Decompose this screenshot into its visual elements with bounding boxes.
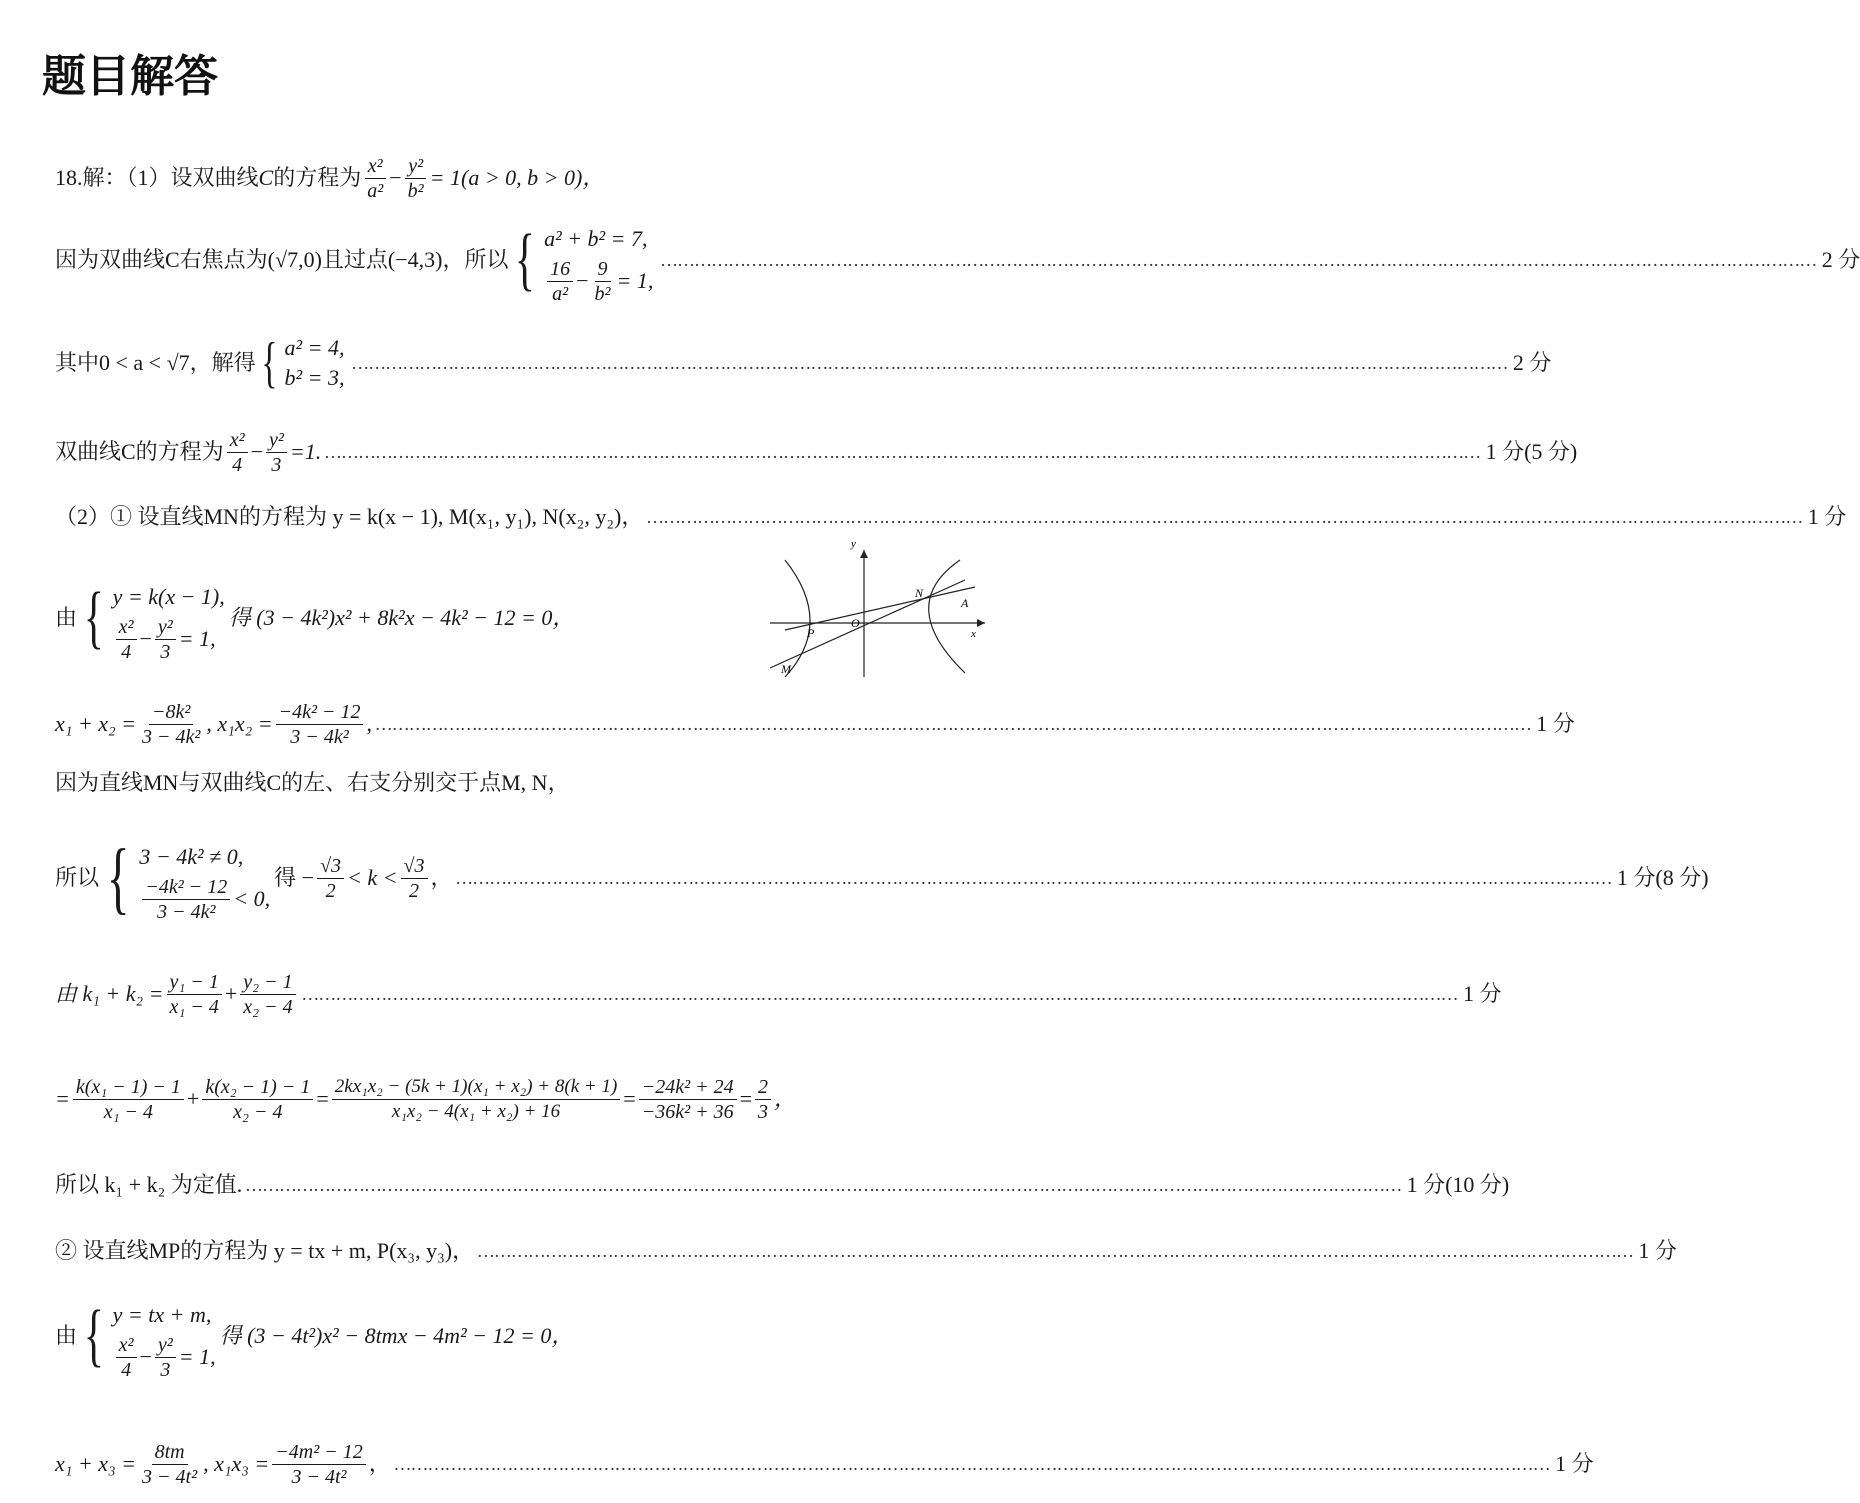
solution-line-3	[55, 330, 1552, 396]
dot-leader	[353, 348, 1509, 378]
score-label: 2 分	[1512, 350, 1552, 375]
text: =	[55, 1086, 70, 1111]
text: x₁ + x₃ =	[55, 1451, 137, 1476]
label-x: x	[971, 628, 976, 640]
line-mn	[770, 580, 965, 668]
score-label: 1 分	[1536, 711, 1575, 736]
dot-leader	[661, 245, 1817, 275]
text: 得 (3 − 4k²)x² + 8k²x − 4k² − 12 = 0，	[228, 605, 575, 630]
text: 所以 k₁ + k₂ 为定值.	[55, 1172, 243, 1197]
text: 的方程为	[273, 165, 362, 190]
label-p: P	[807, 626, 815, 640]
text: 所以	[55, 865, 100, 890]
x-axis-arrow	[977, 619, 985, 627]
text: 因为双曲线C右焦点为(√7,0)且过点(−4,3)，所以	[55, 247, 509, 272]
hyperbola-diagram	[765, 538, 990, 680]
score-label: 1 分	[1462, 981, 1502, 1006]
score-label: 2 分	[1821, 247, 1860, 272]
fraction: $\frac{\text{x²}}{\text{a²}}$	[364, 154, 386, 203]
label-m: M	[781, 662, 791, 676]
dot-leader	[647, 502, 1803, 532]
dot-leader	[395, 1449, 1551, 1479]
score-label: 1 分(5 分)	[1485, 439, 1578, 464]
score-label: 1 分(10 分)	[1406, 1172, 1510, 1197]
text: C	[258, 165, 274, 190]
page-title: 题目解答	[42, 51, 218, 102]
hyperbola-right-branch	[929, 560, 965, 673]
dot-leader	[325, 437, 1481, 467]
text: 18.解：（1）设双曲线	[55, 165, 259, 190]
text: 由	[55, 1323, 78, 1348]
score-label: 1 分	[1807, 504, 1847, 529]
text: ② 设直线MP的方程为 y = tx + m, P(x₃, y₃)，	[55, 1238, 475, 1263]
text: 得 −	[274, 865, 315, 890]
solution-line-9: 所以 { 3 − 4k² ≠ 0, $\frac{\text{−4k² − 12}}{\text{3 − 4k²}}$ < 0, 得 − $\frac{√3}{2}$ < k < $\frac{√3}{2}$ ， …………………………………………………………………………………………………………………………………………………………………………………… 1 分(8 分)	[55, 828, 1040, 928]
dot-leader	[478, 1236, 1634, 1266]
solution-line-8	[55, 766, 1040, 800]
dot-leader	[376, 709, 1532, 739]
text: 得 (3 − 4t²)x² − 8tmx − 4m² − 12 = 0，	[219, 1323, 574, 1348]
text: 双曲线C的方程为	[55, 439, 224, 464]
text: , x₁x₂ =	[206, 711, 273, 736]
text: 由 k₁ + k₂ =	[55, 981, 164, 1006]
solution-line-11: = $\frac{\text{k(x₁ − 1) − 1}}{\text{x₁ − 4}}$ + $\frac{\text{k(x₂ − 1) − 1}}{\text{x₂ − 4}}$ = $\frac{\text{2kx₁x₂ − (5k + 1)(x₁ + x₂) + 8(k + 1)}}{\text{x₁x₂ − 4(x₁ + x₂) + 16}}$ = $\frac{\text{−24k² + 24}}{\text{−36k² + 36}}$ = $\frac{2}{3}$ ，	[55, 1075, 797, 1123]
label-n: N	[915, 586, 924, 600]
dot-leader	[303, 979, 1459, 1009]
equation-system: { a² + b² = 7, $\frac{16}{\text{a²}}$ − $\frac{9}{\text{b²}}$ = 1,	[515, 221, 654, 305]
solution-line-6	[55, 568, 740, 668]
solution-line-1: 18.解：（1）设双曲线 C 的方程为 $\frac{\text{x²}}{\text{a²}}$ − $\frac{\text{y²}}{\text{b²}}$ = 1(a > 0, b > 0)，	[55, 154, 605, 202]
solution-line-13	[55, 1234, 1677, 1268]
dot-leader	[246, 1170, 1402, 1200]
text: （2）① 设直线MN的方程为 y = k(x − 1), M(x₁, y₁), N(x₂, y₂)，	[55, 504, 644, 529]
text: 因为直线MN与双曲线C的左、右支分别交于点M, N，	[55, 770, 570, 795]
text: 其中0 < a < √7，解得	[55, 350, 256, 375]
text: ，	[774, 1086, 797, 1111]
equation-system: { y = k(x − 1), $\frac{\text{x²}}{4}$ − $\frac{\text{y²}}{3}$ = 1,	[83, 579, 225, 663]
solution-line-4: 双曲线C的方程为 $\frac{\text{x²}}{4}$ − $\frac{\text{y²}}{3}$ =1. …………………………………………………………………………………………………………………………………………………………………………………… 1 分(5 分)	[55, 424, 1040, 480]
solution-line-14	[55, 1286, 1040, 1386]
solution-line-10: 由 k₁ + k₂ = $\frac{\text{y₁ − 1}}{\text{x₁ − 4}}$ + $\frac{\text{y₂ − 1}}{\text{x₂ − 4}}$ …………………………………………………………………………………………………………………………………………………………………………………… 1 分	[55, 964, 1040, 1024]
solution-line-12	[55, 1168, 1510, 1202]
equation-system: { y = tx + m, $\frac{\text{x²}}{4}$ − $\frac{\text{y²}}{3}$ = 1,	[83, 1297, 216, 1381]
label-a: A	[961, 596, 969, 610]
label-o: O	[851, 616, 860, 630]
text: 由	[55, 605, 78, 630]
text: x₁ + x₂ =	[55, 711, 137, 736]
text: < k <	[347, 865, 398, 890]
equation-system: { a² = 4, b² = 3,	[261, 332, 345, 394]
y-axis-arrow	[860, 550, 868, 558]
text: =1.	[289, 439, 322, 464]
solution-line-2	[55, 214, 1860, 306]
text: , x₁x₃ =	[203, 1451, 270, 1476]
text: = 1(a > 0, b > 0)，	[429, 165, 605, 190]
label-y: y	[851, 538, 856, 550]
fraction: $\frac{\text{y²}}{\text{b²}}$	[405, 154, 427, 203]
equation-system: { 3 − 4k² ≠ 0, $\frac{\text{−4k² − 12}}{\text{3 − 4k²}}$ < 0,	[106, 834, 271, 923]
score-label: 1 分(8 分)	[1616, 865, 1709, 890]
score-label: 1 分	[1638, 1238, 1677, 1263]
solution-line-15: x₁ + x₃ = $\frac{8tm}{\text{3 − 4t²}}$ , x₁x₃ = $\frac{\text{−4m² − 12}}{\text{3 − 4t²}}$ ， …………………………………………………………………………………………………………………………………………………………………………………… 1 分	[55, 1434, 1040, 1494]
score-label: 1 分	[1555, 1451, 1594, 1476]
solution-line-7: x₁ + x₂ = $\frac{\text{−8k²}}{\text{3 − 4k²}}$ , x₁x₂ = $\frac{\text{−4k² − 12}}{\text{3 − 4k²}}$ , …………………………………………………………………………………………………………………………………………………………………………………… 1 分	[55, 694, 1040, 754]
solution-line-5	[55, 500, 1847, 534]
dot-leader	[457, 863, 1613, 893]
